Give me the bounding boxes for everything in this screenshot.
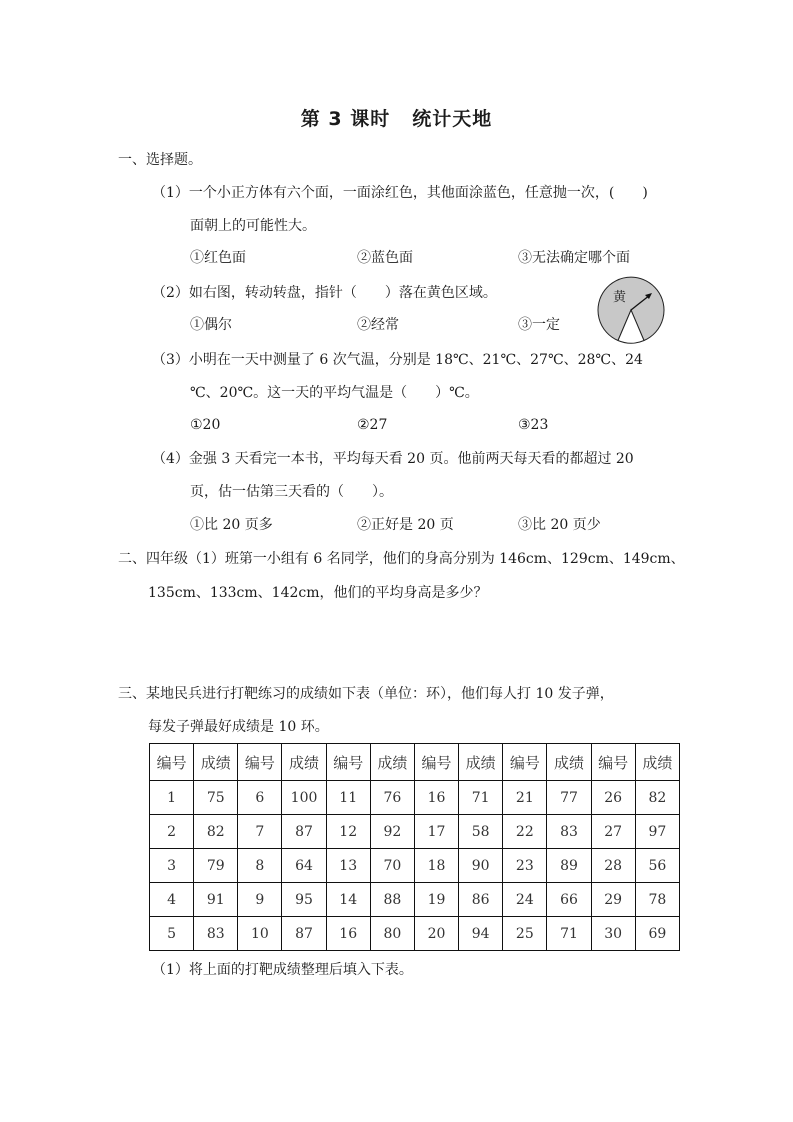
table-cell: 90 (459, 849, 503, 883)
header-cell: 成绩 (547, 744, 591, 781)
table-cell: 17 (414, 815, 458, 849)
table-cell: 66 (547, 883, 591, 917)
q4-line1 (152, 449, 634, 469)
header-cell: 编号 (150, 744, 194, 781)
table-cell: 78 (635, 883, 679, 917)
table-cell: 19 (414, 883, 458, 917)
q3-option-3[interactable]: ③23 (518, 417, 549, 433)
q3-line1 (152, 350, 643, 370)
q1-option-1[interactable]: ①红色面 (190, 250, 246, 266)
table-cell: 3 (150, 849, 194, 883)
table-cell: 12 (326, 815, 370, 849)
table-cell: 77 (547, 781, 591, 815)
section-3-line2: 每发子弹最好成绩是 10 环。 (148, 719, 329, 735)
table-cell: 10 (238, 917, 282, 951)
table-cell: 83 (194, 917, 238, 951)
table-row (150, 781, 680, 815)
table-cell: 92 (370, 815, 414, 849)
table-cell: 2 (150, 815, 194, 849)
table-cell: 30 (591, 917, 635, 951)
q4-line2: 页，估一估第三天看的（ ）。 (190, 484, 393, 500)
spinner-label: 黄 (613, 290, 627, 305)
table-cell: 7 (238, 815, 282, 849)
table-cell: 14 (326, 883, 370, 917)
q1-line1 (152, 183, 648, 203)
table-cell: 100 (282, 781, 326, 815)
table-cell: 69 (635, 917, 679, 951)
table-cell: 4 (150, 883, 194, 917)
q2-line1 (152, 283, 497, 303)
table-cell: 11 (326, 781, 370, 815)
header-cell: 成绩 (370, 744, 414, 781)
q4-option-1[interactable]: ①比 20 页多 (190, 517, 273, 533)
section-3-line1: 三、某地民兵进行打靶练习的成绩如下表（单位：环），他们每人打 10 发子弹， (118, 686, 614, 702)
table-cell: 95 (282, 883, 326, 917)
table-cell: 82 (194, 815, 238, 849)
header-cell: 成绩 (194, 744, 238, 781)
header-cell: 编号 (503, 744, 547, 781)
table-cell: 80 (370, 917, 414, 951)
table-row (150, 917, 680, 951)
table-cell: 71 (547, 917, 591, 951)
lesson-topic: 统计天地 (412, 108, 493, 130)
table-cell: 21 (503, 781, 547, 815)
q3-number: （3） (152, 352, 189, 368)
spinner-wheel-icon (597, 276, 665, 344)
table-cell: 71 (459, 781, 503, 815)
q1-option-2[interactable]: ②蓝色面 (357, 250, 413, 266)
table-cell: 25 (503, 917, 547, 951)
section-3-sub1: （1）将上面的打靶成绩整理后填入下表。 (152, 962, 413, 978)
q4-text: 金强 3 天看完一本书，平均每天看 20 页。他前两天每天看的都超过 20 (188, 451, 634, 467)
table-cell: 22 (503, 815, 547, 849)
lesson-number: 第 3 课时 (300, 108, 391, 130)
page-title (0, 104, 793, 131)
q3-option-1[interactable]: ①20 (190, 417, 221, 433)
q3-option-2[interactable]: ②27 (357, 417, 388, 433)
table-cell: 79 (194, 849, 238, 883)
section-2-line1: 二、四年级（1）班第一小组有 6 名同学，他们的身高分别为 146cm、129cm、149cm、 (118, 551, 685, 567)
table-cell: 56 (635, 849, 679, 883)
table-cell: 82 (635, 781, 679, 815)
table-cell: 83 (547, 815, 591, 849)
q2-option-2[interactable]: ②经常 (357, 317, 399, 333)
table-cell: 26 (591, 781, 635, 815)
table-cell: 89 (547, 849, 591, 883)
q1-text: 一个小正方体有六个面，一面涂红色，其他面涂蓝色，任意抛一次，( ) (188, 185, 648, 201)
q2-option-3[interactable]: ③一定 (518, 317, 560, 333)
table-row (150, 815, 680, 849)
q1-line2: 面朝上的可能性大。 (190, 218, 316, 234)
q4-option-3[interactable]: ③比 20 页少 (518, 517, 601, 533)
header-cell: 编号 (591, 744, 635, 781)
scores-table (149, 743, 680, 951)
spinner-figure (597, 276, 665, 344)
table-row (150, 849, 680, 883)
header-cell: 编号 (414, 744, 458, 781)
table-cell: 58 (459, 815, 503, 849)
table-cell: 24 (503, 883, 547, 917)
table-cell: 16 (326, 917, 370, 951)
table-cell: 97 (635, 815, 679, 849)
q1-number: （1） (152, 185, 189, 201)
table-cell: 76 (370, 781, 414, 815)
table-cell: 27 (591, 815, 635, 849)
table-cell: 86 (459, 883, 503, 917)
section-1-heading: 一、选择题。 (118, 152, 202, 168)
table-cell: 88 (370, 883, 414, 917)
table-cell: 6 (238, 781, 282, 815)
q4-option-2[interactable]: ②正好是 20 页 (357, 517, 454, 533)
table-cell: 75 (194, 781, 238, 815)
table-cell: 87 (282, 917, 326, 951)
table-cell: 70 (370, 849, 414, 883)
q2-number: （2） (152, 285, 189, 301)
section-2-line2: 135cm、133cm、142cm，他们的平均身高是多少？ (148, 585, 488, 601)
table-cell: 94 (459, 917, 503, 951)
header-cell: 成绩 (635, 744, 679, 781)
q2-text: 如右图，转动转盘，指针（ ）落在黄色区域。 (188, 285, 497, 301)
table-cell: 28 (591, 849, 635, 883)
table-cell: 8 (238, 849, 282, 883)
table-cell: 29 (591, 883, 635, 917)
q2-option-1[interactable]: ①偶尔 (190, 317, 232, 333)
table-row (150, 883, 680, 917)
header-cell: 成绩 (282, 744, 326, 781)
table-cell: 23 (503, 849, 547, 883)
q3-text: 小明在一天中测量了 6 次气温，分别是 18℃、21℃、27℃、28℃、24 (188, 352, 643, 368)
q1-option-3[interactable]: ③无法确定哪个面 (518, 250, 630, 266)
table-cell: 1 (150, 781, 194, 815)
table-cell: 87 (282, 815, 326, 849)
table-cell: 18 (414, 849, 458, 883)
table-cell: 64 (282, 849, 326, 883)
header-cell: 编号 (326, 744, 370, 781)
table-cell: 20 (414, 917, 458, 951)
table-cell: 9 (238, 883, 282, 917)
table-cell: 16 (414, 781, 458, 815)
q3-line2: ℃、20℃。这一天的平均气温是（ ）℃。 (190, 385, 479, 401)
q4-number: （4） (152, 451, 189, 467)
table-cell: 5 (150, 917, 194, 951)
header-cell: 编号 (238, 744, 282, 781)
header-cell: 成绩 (459, 744, 503, 781)
table-cell: 13 (326, 849, 370, 883)
table-cell: 91 (194, 883, 238, 917)
table-header-row (150, 744, 680, 781)
